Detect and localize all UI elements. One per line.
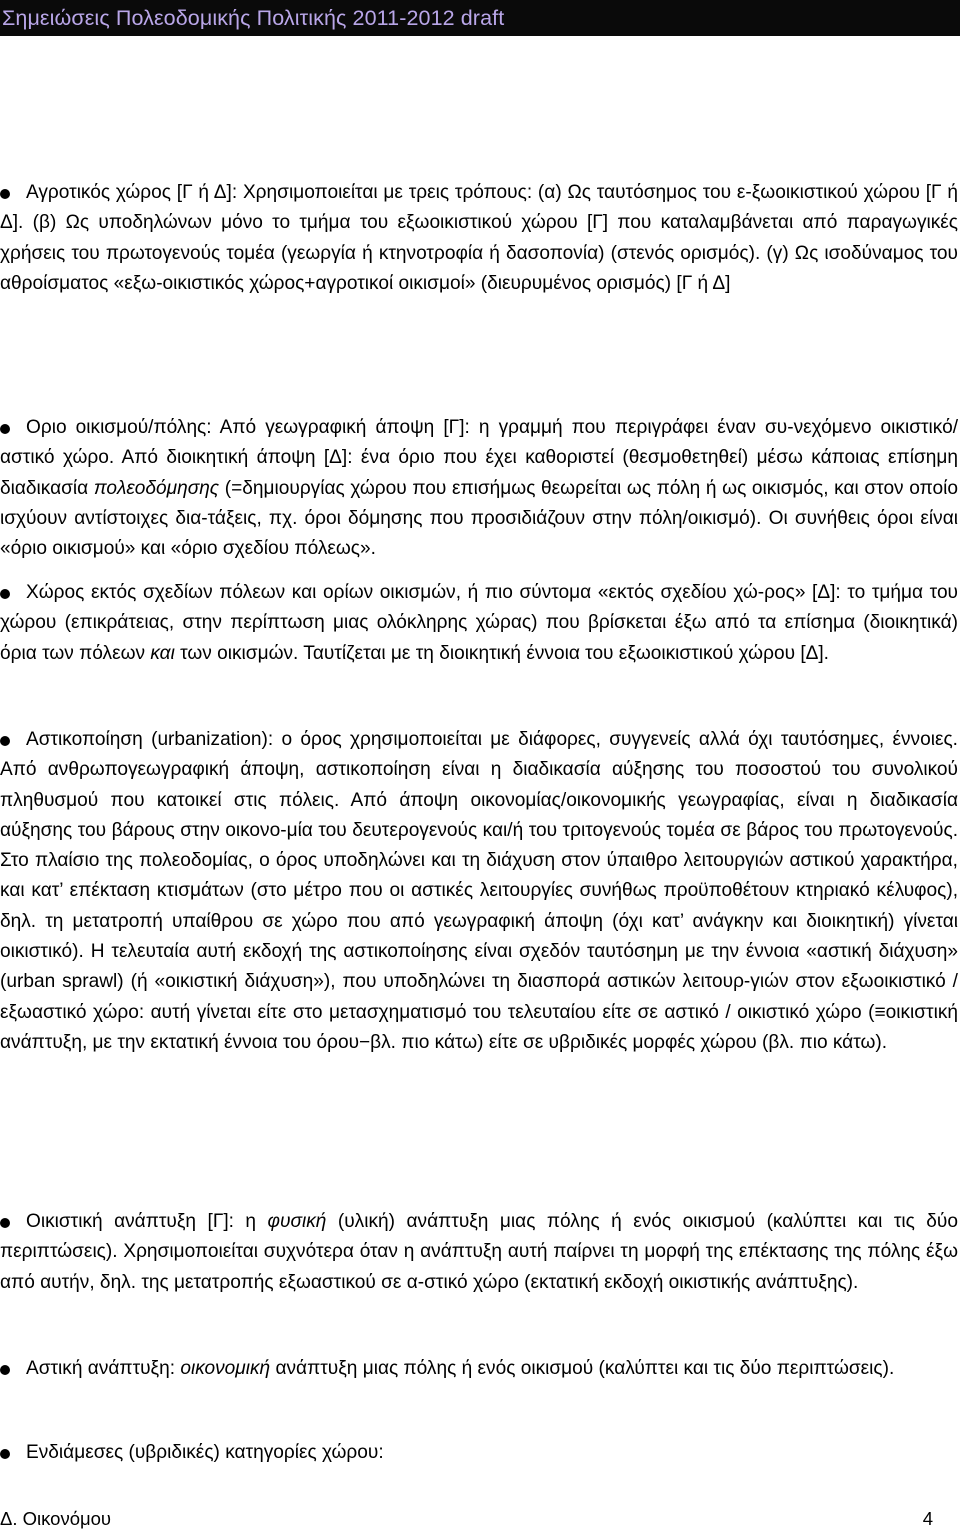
list-item (0, 413, 960, 564)
list-item (0, 1207, 960, 1298)
emphasis-text: φυσική (267, 1211, 327, 1232)
emphasis-text: πολεοδόμησης (93, 477, 220, 499)
text-segment: Αστική ανάπτυξη: (26, 1358, 181, 1379)
page-number: 4 (922, 1508, 933, 1529)
emphasis-text: οικονομική (180, 1358, 271, 1379)
text-segment: Αγροτικός χώρος [Γ ή Δ]: Χρησιμοποιείται με τρεις τρόπους: (α) Ως ταυτόσημος του ε-ξωοικιστικού χώρου [Γ ή Δ]. (β) Ως υποδηλώνων μόνο το τμήμα του εξωοικιστικού χώρου [Γ] που καταλαμβάνεται από παραγωγικές χρήσεις του πρωτογενούς τομέα (γεωργία ή κτηνοτροφία ή δασοπονία) (στενός ορισμός). (γ) Ως ισοδύναμος του αθροίσματος «εξω-οικιστικός χώρος+αγροτικοί οικισμοί» (διευρυμένος ορισμός) [Γ ή Δ] (0, 182, 958, 294)
text-segment: Ενδιάμεσες (υβριδικές) κατηγορίες χώρου: (26, 1442, 384, 1463)
paragraph-text (0, 578, 958, 669)
list-item (0, 725, 960, 1058)
list-item (0, 578, 960, 669)
text-segment: (υλική) ανάπτυξη μιας πόλης ή ενός οικισμού (καλύπτει και τις δύο περιπτώσεις). Χρησιμοποιείται συχνότερα όταν η ανάπτυξη αυτή παίρνει τη μορφή της επέκτασης της πόλης έξω από αυτήν, δηλ. της μετατροπής εξωαστικού σε α-στικό χώρο (εκτατική εκδοχή οικιστικής ανάπτυξης). (0, 1211, 958, 1293)
list-item (0, 178, 960, 299)
text-segment: των οικισμών. Ταυτίζεται με τη διοικητική έννοια του εξωοικιστικού χώρου [Δ]. (174, 642, 829, 664)
paragraph-text (0, 725, 958, 1058)
footer-author: Δ. Οικονόμου (0, 1508, 112, 1529)
list-item (0, 1438, 960, 1468)
text-segment: Οριο οικισμού/πόλης: Από γεωγραφική άποψη [Γ]: η γραμμή που περιγράφει έναν συ-νεχόμενο οικιστικό/αστικό χώρο. Από διοικητική άποψη [Δ]: ένα όριο που έχει καθοριστεί (θεσμοθετηθεί) μέσω κάποιας επίσημη διαδικασία (0, 417, 958, 499)
text-segment: Χώρος εκτός σχεδίων πόλεων και ορίων οικισμών, ή πιο σύντομα «εκτός σχεδίου χώ-ρος» [Δ]: το τμήμα του χώρου (επικράτειας, στην περίπτωση μιας ολόκληρης χώρας) που βρίσκεται έξω από τα επίσημα (διοικητικά) όρια των πόλεων (0, 582, 958, 664)
paragraph-text (0, 178, 958, 299)
text-segment: Οικιστική ανάπτυξη [Γ]: η (26, 1211, 268, 1232)
page-header (0, 0, 960, 36)
text-segment: (=δημιουργίας χώρου που επισήμως θεωρείται ως πόλη ή ως οικισμός, και στον οποίο ισχύουν αντίστοιχες δια-τάξεις, πχ. όροι δόμησης που προσιδιάζουν στην πόλη/οικισμό). Οι συνήθεις όροι είναι «όριο οικισμού» και «όριο σχεδίου πόλεως». (0, 477, 958, 560)
paragraph-text (0, 413, 958, 564)
emphasis-text: και (150, 642, 175, 664)
text-segment: Αστικοποίηση (urbanization): ο όρος χρησιμοποιείται με διάφορες, συγγενείς αλλά όχι ταυτόσημες, έννοιες. Από ανθρωπογεωγραφική άποψη, αστικοποίηση είναι η διαδικασία αύξησης του ποσοστού του συνολικού πληθυσμού που κατοικεί στις πόλεις. Από άποψη οικονομίας/οικονομικής γεωγραφίας, είναι η διαδικασία αύξησης του βάρους στην οικονο-μία του δευτερογενούς και/ή του τριτογενούς τομέα σε βάρος του πρωτογενούς. Στο πλαίσιο της πολεοδομίας, ο όρος υποδηλώνει και τη διάχυση στον ύπαιθρο λειτουργιών αστικού χαρακτήρα, και κατ’ επέκταση κτισμάτων (στο μέτρο που οι αστικές λειτουργίες συνήθως προϋποθέτουν κτηριακό κέλυφος), δηλ. τη μετατροπή υπαίθρου σε χώρο που από γεωγραφική άποψη (όχι κατ’ ανάγκην και διοικητική) γίνεται οικιστικό). Η τελευταία αυτή εκδοχή της αστικοποίησης είναι σχεδόν ταυτόσημη με την έννοια «αστική διάχυση» (urban sprawl) (ή «οικιστική διάχυση»), που υποδηλώνει τη διασπορά αστικών λειτουρ-γιών στον εξωοικιστικό / εξωαστικό χώρο: αυτή γίνεται είτε στο μετασχηματισμό του τελευταίου είτε σε αστικό / οικιστικό χώρο (≡οικιστική ανάπτυξη, με την εκτατική έννοια του όρου−βλ. πιο κάτω) είτε σε υβριδικές μορφές χώρου (βλ. πιο κάτω). (0, 729, 958, 1053)
document-title: Σημειώσεις Πολεοδομικής Πολιτικής 2011-2012 draft (2, 6, 505, 30)
paragraph-text (0, 1207, 958, 1298)
paragraph-text (0, 1438, 958, 1468)
paragraph-text (0, 1354, 958, 1384)
text-segment: ανάπτυξη μιας πόλης ή ενός οικισμού (καλύπτει και τις δύο περιπτώσεις). (270, 1358, 895, 1379)
list-item (0, 1354, 960, 1384)
